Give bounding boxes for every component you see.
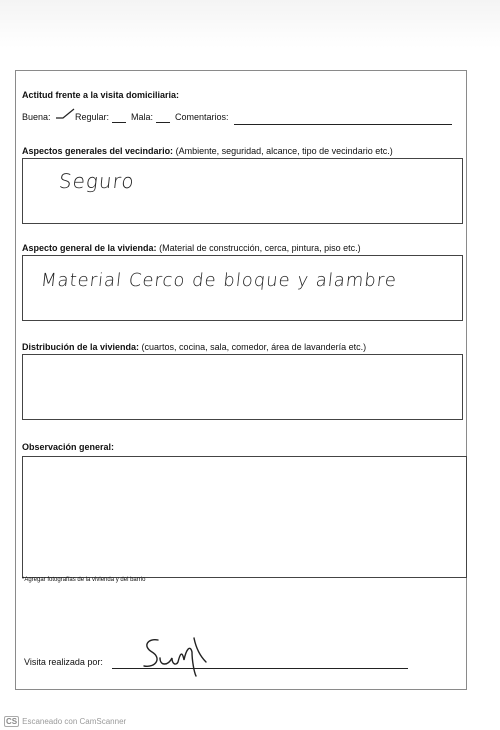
observation-heading: Observación general: [22, 442, 115, 452]
attitude-regular-label: Regular: [75, 112, 110, 122]
camscanner-watermark: CS Escaneado con CamScanner [6, 717, 127, 726]
attitude-bad-label: Mala: [131, 112, 154, 122]
scan-top-margin [0, 0, 500, 48]
house-heading: Aspecto general de la vivienda: (Material de construcción, cerca, pintura, piso etc.) [22, 243, 361, 253]
attitude-good-label: Buena: [22, 112, 51, 122]
camscanner-logo-icon: CS [6, 717, 18, 726]
attitude-heading: Actitud frente a la visita domiciliaria: [22, 90, 180, 100]
observation-box[interactable] [22, 456, 467, 578]
neighborhood-heading: Aspectos generales del vecindario: (Ambiente, seguridad, alcance, tipo de vecindario etc.) [22, 146, 393, 156]
visit-label: Visita realizada por: [24, 657, 103, 667]
bad-blank[interactable] [156, 122, 170, 123]
neighborhood-box[interactable] [22, 158, 463, 224]
neighborhood-handwriting: Seguro [57, 169, 136, 193]
house-handwriting: Material Cerco de bloque y alambre [39, 270, 398, 291]
distribution-heading: Distribución de la vivienda: (cuartos, cocina, sala, comedor, área de lavandería etc.) [22, 342, 367, 352]
comments-label: Comentarios: [175, 112, 229, 122]
house-box[interactable] [22, 255, 463, 321]
checkmark-icon [55, 108, 75, 120]
comments-line[interactable] [234, 124, 452, 125]
regular-blank[interactable] [112, 122, 126, 123]
distribution-box[interactable] [22, 354, 463, 420]
photo-note: *Agregar fotografías de la vivienda y del barrio [22, 577, 146, 583]
signature-image [138, 632, 218, 682]
